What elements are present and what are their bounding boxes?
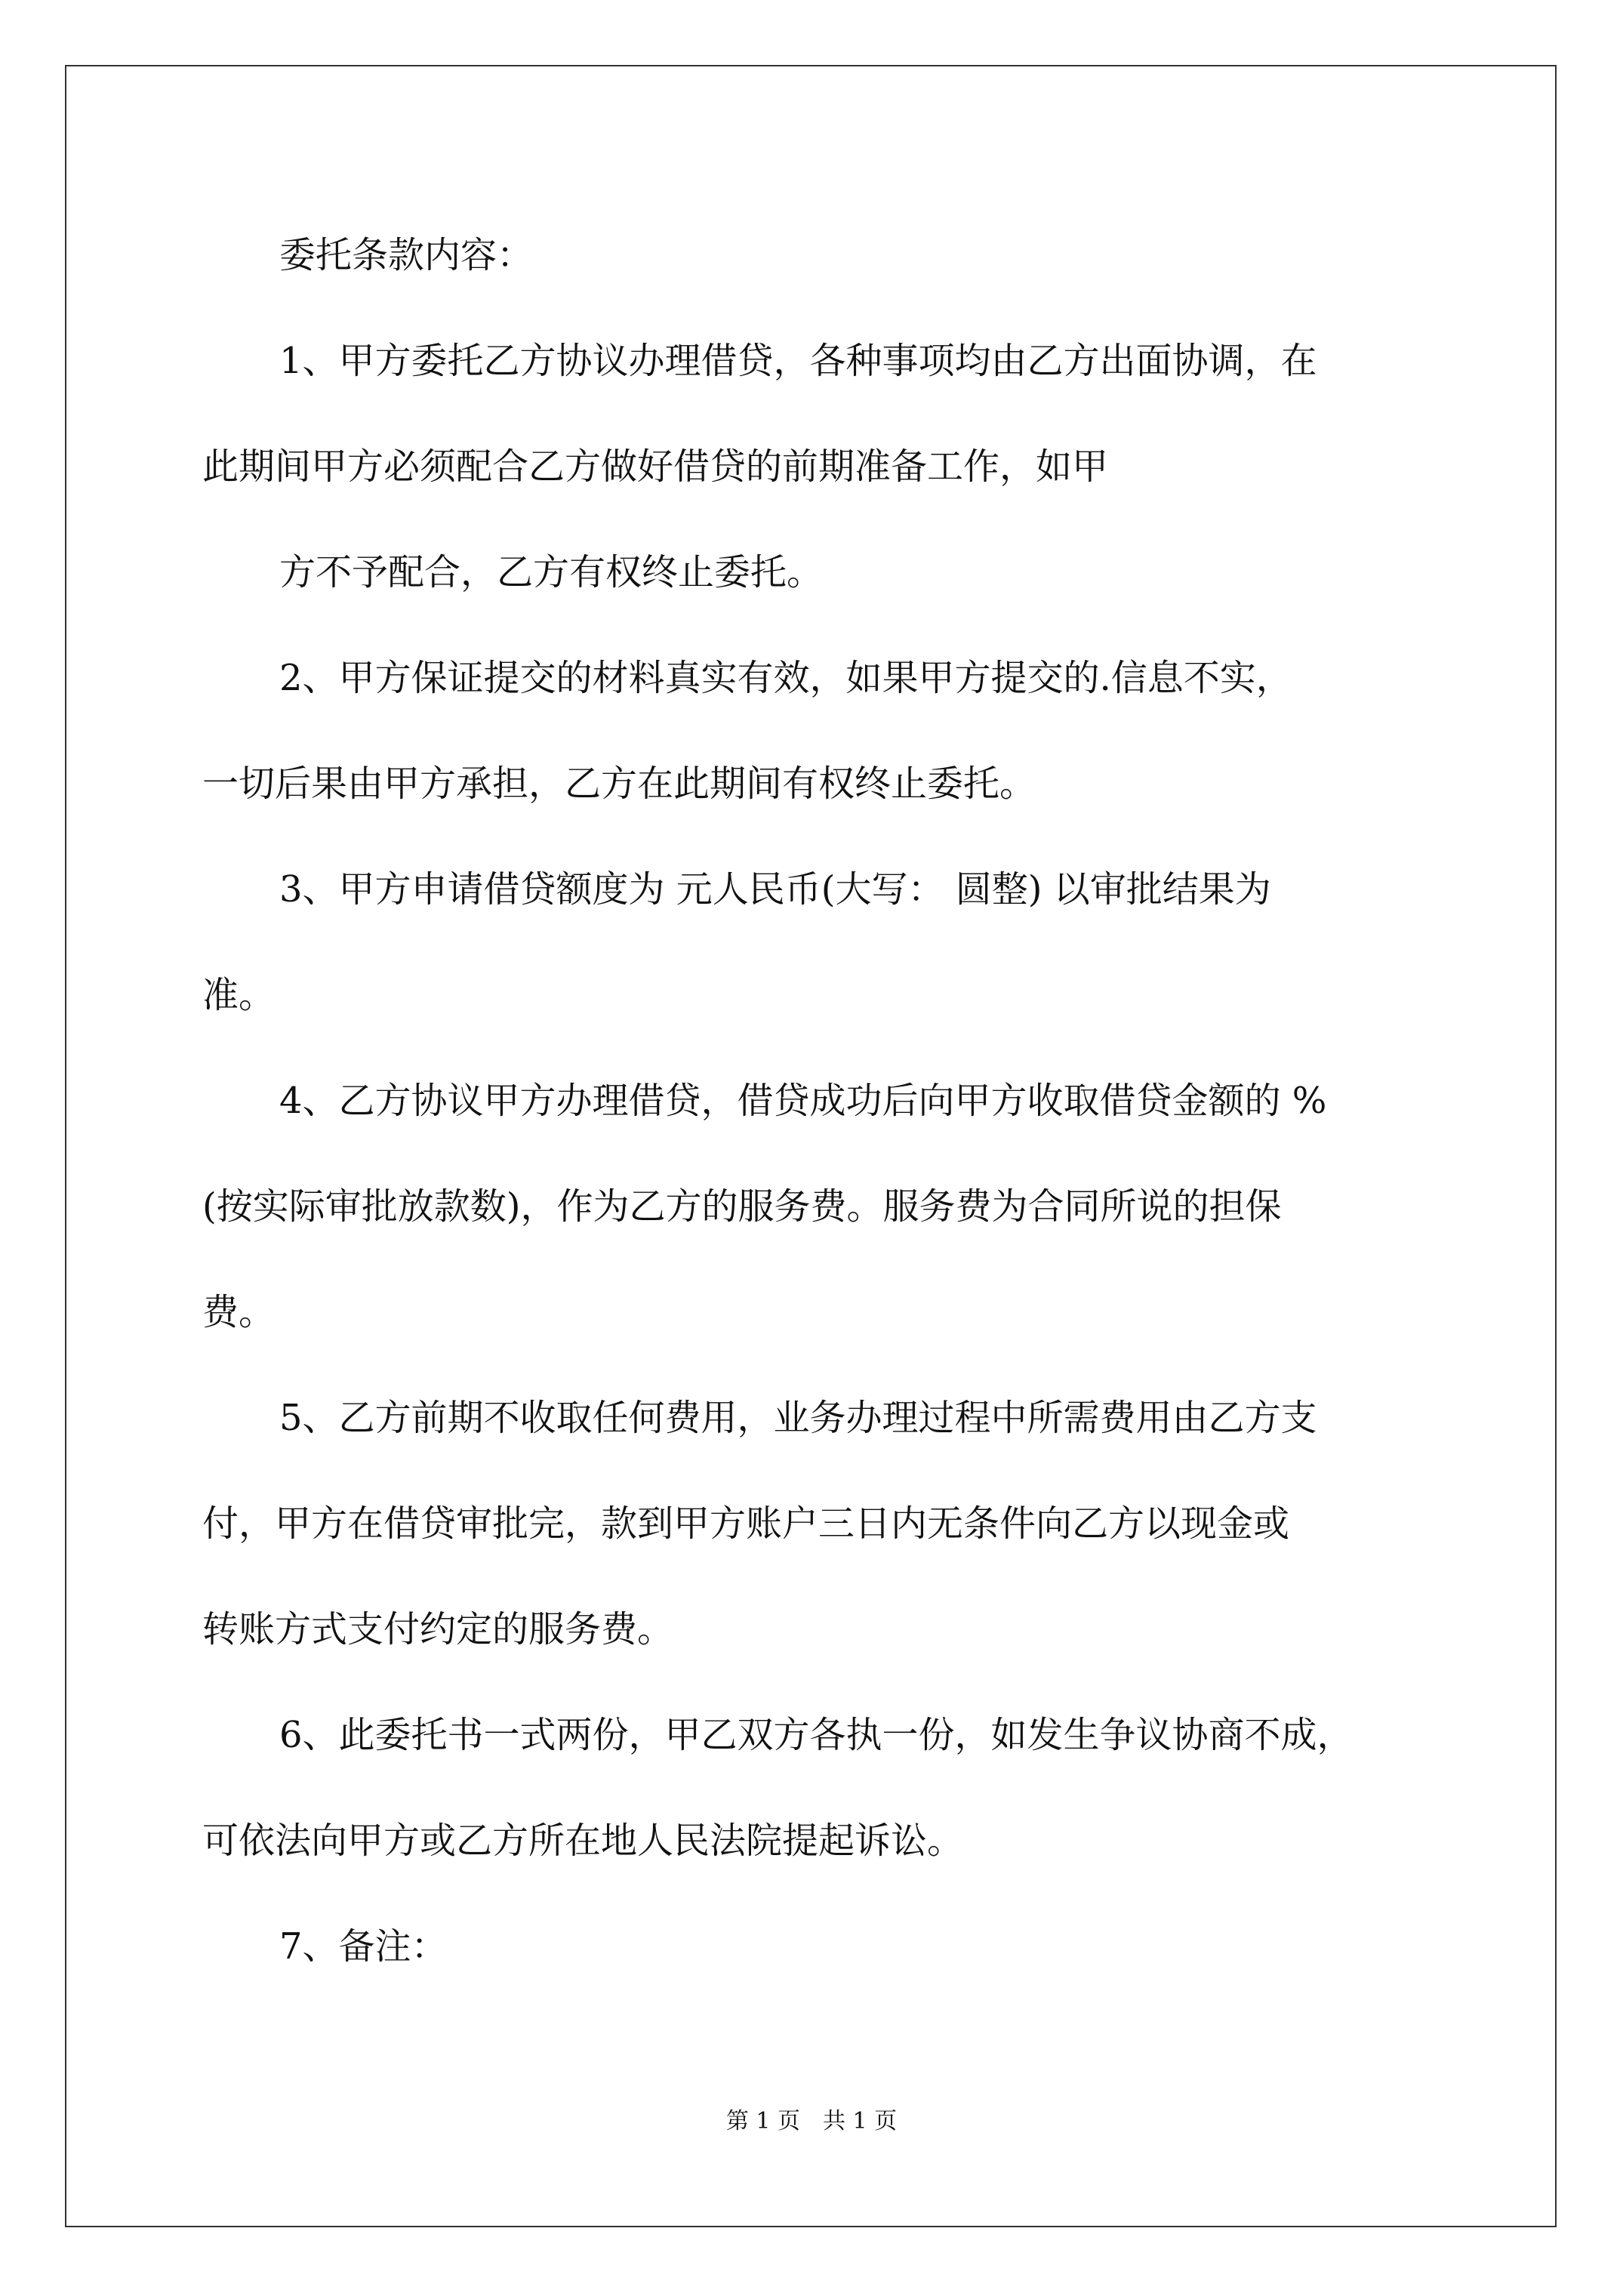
clause-4-line-3: 费。 (202, 1291, 276, 1333)
clause-5-line-1: 5、乙方前期不收取任何费用，业务办理过程中所需费用由乙方支 (279, 1397, 1317, 1439)
clause-4-line-1: 4、乙方协议甲方办理借贷，借贷成功后向甲方收取借贷金额的 % (279, 1080, 1327, 1122)
clause-7-line-1: 7、备注： (279, 1925, 448, 1968)
clause-2-line-2: 一切后果由甲方承担，乙方在此期间有权终止委托。 (202, 763, 1036, 805)
clause-5-line-3: 转账方式支付约定的服务费。 (202, 1608, 674, 1650)
page-border (65, 65, 1557, 2227)
clause-6-line-1: 6、此委托书一式两份，甲乙双方各执一份，如发生争议协商不成， (279, 1714, 1354, 1756)
clause-2-line-1: 2、甲方保证提交的材料真实有效，如果甲方提交的.信息不实， (279, 657, 1292, 699)
clause-5-line-2: 付，甲方在借贷审批完，款到甲方账户三日内无条件向乙方以现金或 (202, 1502, 1290, 1545)
page-number-footer: 第 1 页 共 1 页 (725, 2108, 898, 2134)
clause-1-line-3: 方不予配合，乙方有权终止委托。 (279, 551, 824, 593)
clause-1-line-2: 此期间甲方必须配合乙方做好借贷的前期准备工作，如甲 (202, 445, 1109, 488)
clause-6-line-2: 可依法向甲方或乙方所在地人民法院提起诉讼。 (202, 1820, 964, 1862)
section-heading: 委托条款内容： (279, 234, 534, 276)
clause-3-line-1: 3、甲方申请借贷额度为 元人民币(大写： 圆整) 以审批结果为 (279, 868, 1271, 911)
clause-1-line-1: 1、甲方委托乙方协议办理借贷，各种事项均由乙方出面协调，在 (279, 340, 1317, 382)
clause-4-line-2: (按实际审批放款数)，作为乙方的服务费。服务费为合同所说的担保 (202, 1185, 1282, 1228)
clause-3-line-2: 准。 (202, 974, 276, 1016)
